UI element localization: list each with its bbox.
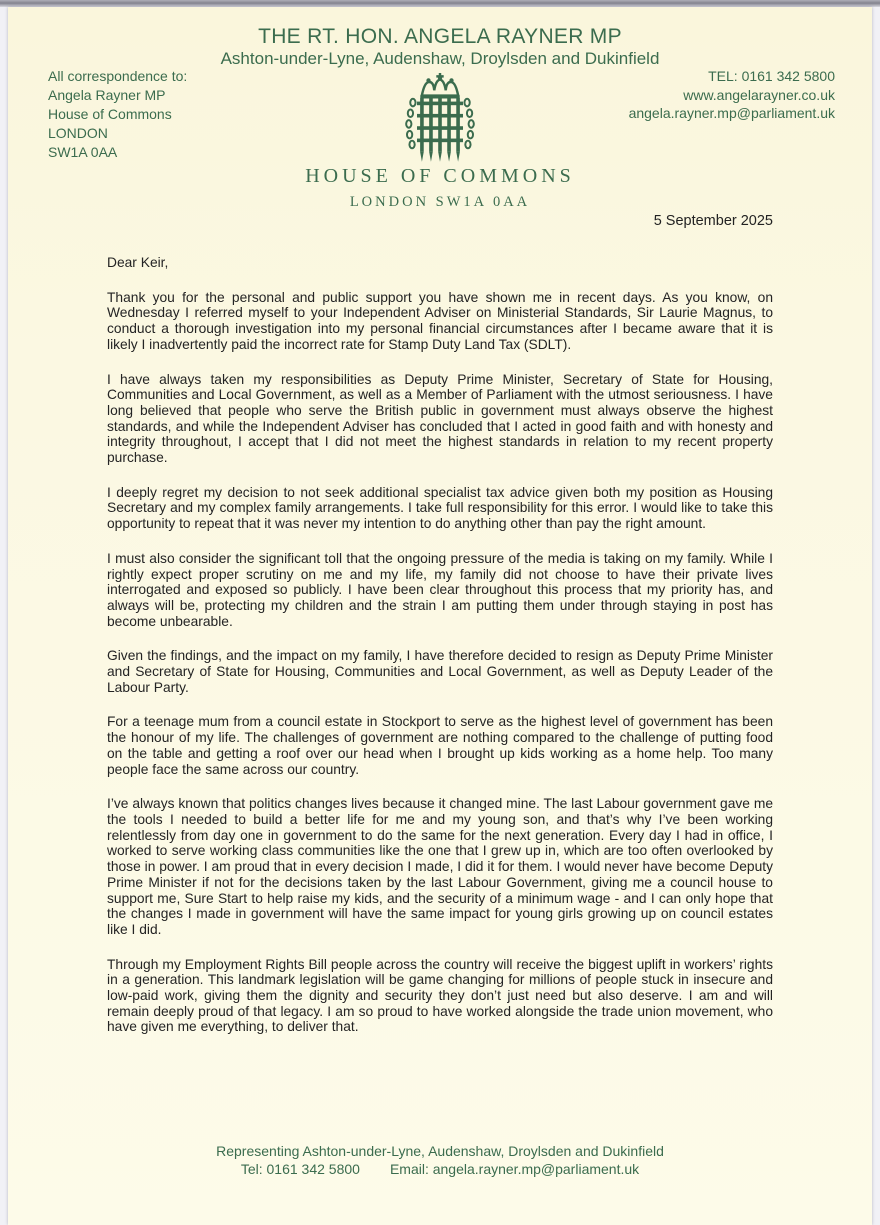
scan-top-edge [0,0,880,7]
salutation: Dear Keir, [107,255,169,270]
institution-name: HOUSE OF COMMONS [305,165,575,187]
institution-address: LONDON SW1A 0AA [349,194,531,210]
phone-number: TEL: 0161 342 5800 [708,68,835,84]
letter-footer [8,1143,872,1178]
letter-body [107,255,773,1054]
website-url: www.angelarayner.co.uk [683,86,835,103]
crowned-portcullis-icon [390,73,490,170]
footer-contact-line [8,1161,872,1179]
correspondence-line: Angela Rayner MP [48,87,166,103]
correspondence-line: LONDON [48,125,108,141]
letter-paragraph: I must also consider the significant toll that the ongoing pressure of the media is taking on my family. While I rightly expect proper scrutiny on me and my life, my family did not choose to have their private lives interrogated and exposed so publicly. I have been clear throughout this process that my priority has, and always will be, protecting my children and the strain I am putting them under through staying in post has become unbearable. [107,550,773,629]
footer-representing-line: Representing Ashton-under-Lyne, Audenshaw, Droylsden and Dukinfield [216,1143,664,1159]
correspondence-line: SW1A 0AA [48,144,118,160]
letter-paragraph: Given the findings, and the impact on my family, I have therefore decided to resign as Deputy Prime Minister and Secretary of State for Housing, Communities and Local Government, as well as Deputy Leader of the Labour Party. [107,648,773,695]
letter-paragraph: I’ve always known that politics changes lives because it changed mine. The last Labour government gave me the tools I needed to build a better life for me and my young son, and that’s why I’ve been working relentlessly from day one in government to do the same for the next generation. Every day I had in office, I worked to serve working class communities like the one that I grew up in, which are too often overlooked by those in power. I am proud that in every decision I made, I did it for them. I would never have become Deputy Prime Minister if not for the decisions taken by the last Labour Government, giving me a council house to support me, Sure Start to help raise my kids, and the security of a minimum wage - and I can only hope that the changes I made in government will have the same impact for young girls growing up on council estates like I did. [107,796,773,937]
letter-paragraph: For a teenage mum from a council estate in Stockport to serve as the highest level of government has been the honour of my life. The challenges of government are nothing compared to the challenge of putting food on the table and getting a roof over our head when I brought up kids working as a home help. Too many people face the same across our country. [107,714,773,777]
letterhead-title: THE RT. HON. ANGELA RAYNER MP [258,25,622,48]
letter-paragraph: I deeply regret my decision to not seek additional specialist tax advice given both my position as Housing Secretary and my complex family arrangements. I take full responsibility for this error. I would like to take this opportunity to repeat that it was never my intention to do anything other than pay the right amount. [107,484,773,532]
email-address: angela.rayner.mp@parliament.uk [628,105,835,121]
letterhead-constituency: Ashton-under-Lyne, Audenshaw, Droylsden and Dukinfield [220,49,660,68]
letter-paragraph: I have always taken my responsibilities as Deputy Prime Minister, Secretary of State for Housing, Communities and Local Government, as well as a Member of Parliament with the utmost seriousness. I have long believed that people who serve the British public in government must always observe the highest standards, and while the Independent Adviser has concluded that I acted in good faith and with honesty and integrity throughout, I accept that I did not meet the highest standards in relation to my recent property purchase. [107,371,773,466]
letter-page [8,7,872,1225]
letter-paragraph: Thank you for the personal and public support you have shown me in recent days. As you know, on Wednesday I referred myself to your Independent Adviser on Ministerial Standards, Sir Laurie Magnus, to conduct a thorough investigation into my personal financial circumstances after I became aware that it is likely I inadvertently paid the incorrect rate for Stamp Duty Land Tax (SDLT). [107,289,773,352]
footer-telephone: Tel: 0161 342 5800 [240,1160,360,1177]
correspondence-line: House of Commons [48,106,172,122]
contact-block [629,67,835,123]
footer-email: Email: angela.rayner.mp@parliament.uk [389,1160,640,1177]
letter-date: 5 September 2025 [653,213,773,229]
letter-paragraph: Through my Employment Rights Bill people across the country will receive the biggest uplift in workers’ rights in a generation. This landmark legislation will be game changing for millions of people stuck in insecure and low-paid work, giving them the dignity and security they don’t just need but also deserve. I am and will remain deeply proud of that legacy. I am so proud to have worked alongside the trade union movement, who have given me everything, to deliver that. [107,956,773,1035]
correspondence-block [48,67,187,162]
correspondence-line: All correspondence to: [48,68,188,84]
